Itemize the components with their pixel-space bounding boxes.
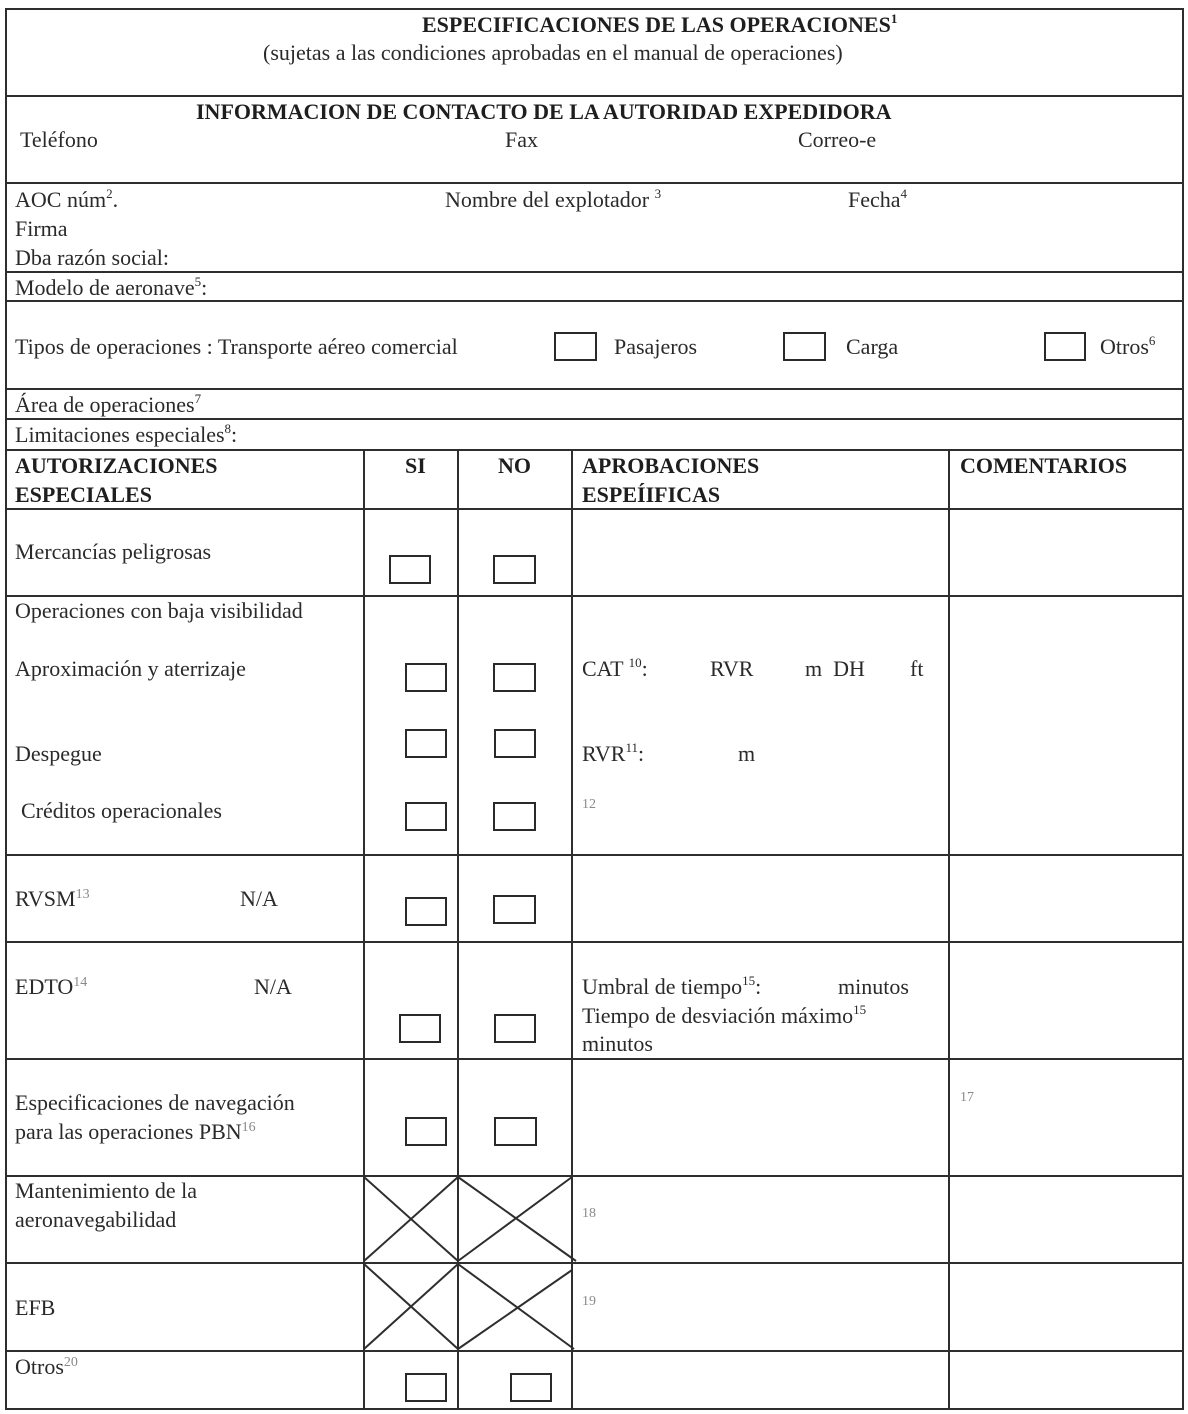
contact-heading: INFORMACION DE CONTACTO DE LA AUTORIDAD EXPEDIDORA <box>196 99 892 124</box>
rule-after-efb <box>5 1350 1184 1352</box>
pbn-note: 16 <box>241 1120 256 1135</box>
passengers-label: Pasajeros <box>614 334 698 359</box>
approach-no-checkbox[interactable] <box>493 663 536 692</box>
pbn-si-checkbox[interactable] <box>405 1117 447 1146</box>
efb-no-cross-b <box>458 1270 572 1349</box>
rule-after-edto <box>5 1058 1184 1060</box>
area-label: Área de operaciones$^7$ <box>15 391 202 417</box>
phone-label: Teléfono <box>20 127 98 152</box>
takeoff-rvr-label: RVR$^{11}$: <box>582 740 645 766</box>
rule-after-rvsm <box>5 941 1184 943</box>
credits-no-checkbox[interactable] <box>493 802 536 831</box>
page-title: ESPECIFICACIONES DE LAS OPERACIONES$^1$ <box>422 11 898 37</box>
col-header-si: SI <box>405 453 426 478</box>
maint-si-cross-b <box>364 1177 458 1261</box>
dangerous-goods-label: Mercancías peligrosas <box>15 539 212 564</box>
others-si-checkbox[interactable] <box>405 1373 447 1402</box>
col-divider-no <box>457 449 459 1410</box>
dangerous-goods-si-checkbox[interactable] <box>389 555 431 584</box>
others-type-checkbox[interactable] <box>1044 332 1086 361</box>
rule-after-title <box>5 95 1184 97</box>
date-label: Fecha$^4$ <box>848 186 908 212</box>
dba-label: Dba razón social: <box>15 245 169 270</box>
signature-label: Firma <box>15 216 68 241</box>
credits-note: 12 <box>582 797 596 812</box>
pbn-comment-note: 17 <box>960 1090 974 1105</box>
dangerous-goods-no-checkbox[interactable] <box>493 555 536 584</box>
low-vis-label: Operaciones con baja visibilidad <box>15 598 303 623</box>
cargo-checkbox[interactable] <box>783 332 826 361</box>
col-divider-si <box>363 449 365 1410</box>
edto-na-label: N/A <box>254 974 292 999</box>
efb-si-cross-a <box>364 1264 458 1349</box>
col-header-approvals: APROBACIONES ESPEÍIFICAS <box>582 453 760 507</box>
col-divider-approvals <box>571 449 573 1410</box>
maint-no-cross-a <box>458 1177 576 1261</box>
rule-after-aircraft <box>5 300 1184 302</box>
threshold-minutes-label: minutos <box>838 974 909 999</box>
cargo-label: Carga <box>846 334 899 359</box>
rule-after-contact <box>5 182 1184 184</box>
frame-left <box>5 8 7 1410</box>
cat-label: CAT $^{10}$: <box>582 655 648 681</box>
edto-note: 14 <box>73 975 88 990</box>
maint-label-line1: Mantenimiento de la <box>15 1178 198 1203</box>
pbn-label-line2: para las operaciones PBN$^{16}$ <box>15 1119 256 1144</box>
efb-note: 19 <box>582 1294 596 1309</box>
ops-types-label: Tipos de operaciones : Transporte aéreo comercial <box>15 334 458 359</box>
takeoff-label: Despegue <box>15 741 102 766</box>
maint-si-cross-a <box>364 1177 458 1261</box>
aircraft-model-label: Modelo de aeronave$^5$: <box>15 274 208 300</box>
others-row-note: 20 <box>63 1355 78 1370</box>
frame-top <box>5 8 1184 10</box>
rule-after-ops-types <box>5 388 1184 390</box>
edto-label: EDTO$^{14}$ <box>15 974 88 999</box>
max-diversion-label: Tiempo de desviación máximo$^{15}$ <box>582 1002 867 1028</box>
efb-no-cross-a <box>458 1264 574 1349</box>
rule-after-maint <box>5 1262 1184 1264</box>
approach-rvr-label: RVR <box>710 656 754 681</box>
maint-label-line2: aeronavegabilidad <box>15 1207 177 1232</box>
col-header-authorizations: AUTORIZACIONES ESPECIALES <box>15 453 218 507</box>
page-subtitle: (sujetas a las condiciones aprobadas en el manual de operaciones) <box>263 40 843 65</box>
takeoff-si-checkbox[interactable] <box>405 729 447 758</box>
maint-no-cross-b <box>458 1177 572 1261</box>
credits-si-checkbox[interactable] <box>405 802 447 831</box>
others-row-label: Otros$^{20}$ <box>15 1354 78 1379</box>
pbn-no-checkbox[interactable] <box>494 1117 537 1146</box>
rule-after-operator <box>5 271 1184 273</box>
others-no-checkbox[interactable] <box>510 1373 552 1402</box>
others-type-label: Otros$^6$ <box>1100 333 1156 359</box>
col-header-no: NO <box>498 453 531 478</box>
limits-label: Limitaciones especiales$^8$: <box>15 421 238 447</box>
rvsm-si-checkbox[interactable] <box>405 897 447 926</box>
pbn-label-line1: Especificaciones de navegación <box>15 1090 295 1115</box>
approach-si-checkbox[interactable] <box>405 663 447 692</box>
rvsm-no-checkbox[interactable] <box>493 895 536 924</box>
credits-label: Créditos operacionales <box>21 798 222 823</box>
edto-no-checkbox[interactable] <box>494 1014 536 1043</box>
threshold-label: Umbral de tiempo$^{15}$: <box>582 973 762 999</box>
rule-after-pbn <box>5 1175 1184 1177</box>
rvsm-note: 13 <box>75 887 90 902</box>
operator-name-label: Nombre del explotador $^3$ <box>445 186 662 212</box>
maint-note: 18 <box>582 1206 596 1221</box>
passengers-checkbox[interactable] <box>554 332 597 361</box>
col-header-comments: COMENTARIOS <box>960 453 1128 478</box>
edto-si-checkbox[interactable] <box>399 1014 441 1043</box>
approach-m-dh-label: m DH <box>805 656 865 681</box>
takeoff-no-checkbox[interactable] <box>494 729 536 758</box>
rule-after-area <box>5 418 1184 420</box>
aoc-label: AOC núm$^2$. <box>15 186 119 212</box>
frame-right <box>1182 8 1184 1410</box>
rule-after-dangerous-goods <box>5 595 1184 597</box>
max-diversion-minutes-label: minutos <box>582 1031 653 1056</box>
efb-label: EFB <box>15 1295 56 1320</box>
frame-bottom <box>5 1408 1184 1410</box>
rule-after-low-vis <box>5 854 1184 856</box>
efb-si-cross-b <box>364 1264 458 1349</box>
col-divider-comments <box>948 449 950 1410</box>
takeoff-m-label: m <box>738 741 756 766</box>
approach-label: Aproximación y aterrizaje <box>15 656 246 681</box>
rvsm-na-label: N/A <box>240 886 278 911</box>
fax-label: Fax <box>505 127 538 152</box>
approach-ft-label: ft <box>910 656 924 681</box>
rvsm-label: RVSM$^{13}$ <box>15 886 90 911</box>
email-label: Correo-e <box>798 127 877 152</box>
